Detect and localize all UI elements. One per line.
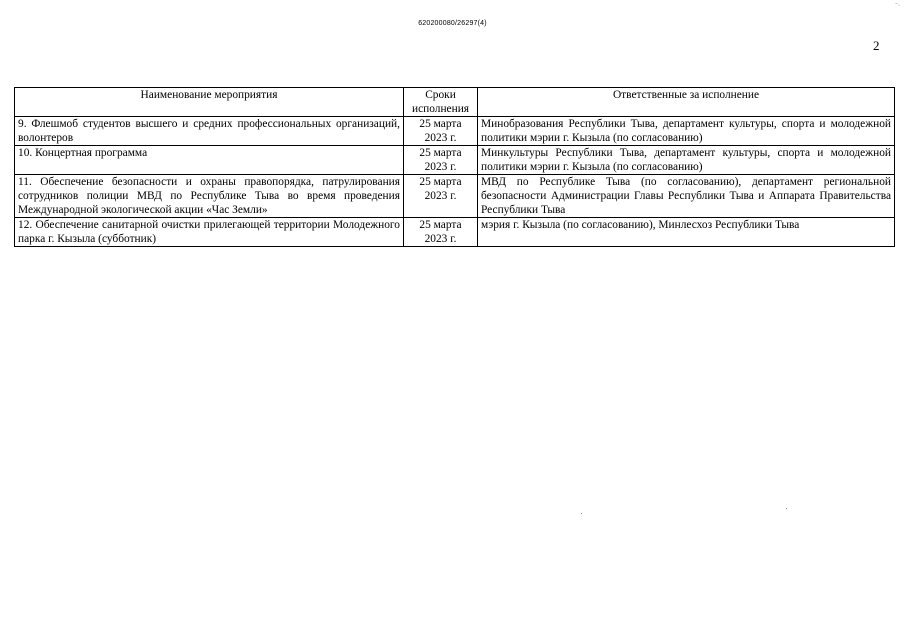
event-name-cell: 10. Концертная программа — [15, 146, 404, 175]
scan-speck — [786, 508, 787, 509]
responsible-cell: мэрия г. Кызыла (по согласованию), Минлесхоз Республики Тыва — [478, 218, 895, 247]
term-cell: 25 марта 2023 г. — [404, 117, 478, 146]
event-name-cell: 12. Обеспечение санитарной очистки прилегающей территории Молодежного парка г. Кызыла (субботник) — [15, 218, 404, 247]
term-cell: 25 марта 2023 г. — [404, 146, 478, 175]
header-term: Сроки исполнения — [404, 88, 478, 117]
document-code: 620200080/26297(4) — [418, 20, 487, 27]
page-number: 2 — [873, 38, 880, 53]
responsible-cell: МВД по Республике Тыва (по согласованию), департамент региональной безопасности Администрации Главы Республики Тыва и Аппарата Правительства Республики Тыва — [478, 175, 895, 218]
corner-mark: ⁻· — [895, 3, 901, 9]
events-table — [14, 87, 895, 247]
scan-speck — [581, 513, 582, 514]
table-row — [15, 146, 895, 175]
table-header-row — [15, 88, 895, 117]
event-name-cell: 11. Обеспечение безопасности и охраны правопорядка, патрулирования сотрудников полиции МВД по Республике Тыва во время проведения Международной экологической акции «Час Земли» — [15, 175, 404, 218]
header-responsible: Ответственные за исполнение — [478, 88, 895, 117]
header-event-name: Наименование мероприятия — [15, 88, 404, 117]
responsible-cell: Минобразования Республики Тыва, департамент культуры, спорта и молодежной политики мэрии г. Кызыла (по согласованию) — [478, 117, 895, 146]
table-row — [15, 218, 895, 247]
term-cell: 25 марта 2023 г. — [404, 218, 478, 247]
responsible-cell: Минкультуры Республики Тыва, департамент культуры, спорта и молодежной политики мэрии г. Кызыла (по согласованию) — [478, 146, 895, 175]
table-row — [15, 175, 895, 218]
table-row — [15, 117, 895, 146]
event-name-cell: 9. Флешмоб студентов высшего и средних профессиональных организаций, волонтеров — [15, 117, 404, 146]
term-cell: 25 марта 2023 г. — [404, 175, 478, 218]
